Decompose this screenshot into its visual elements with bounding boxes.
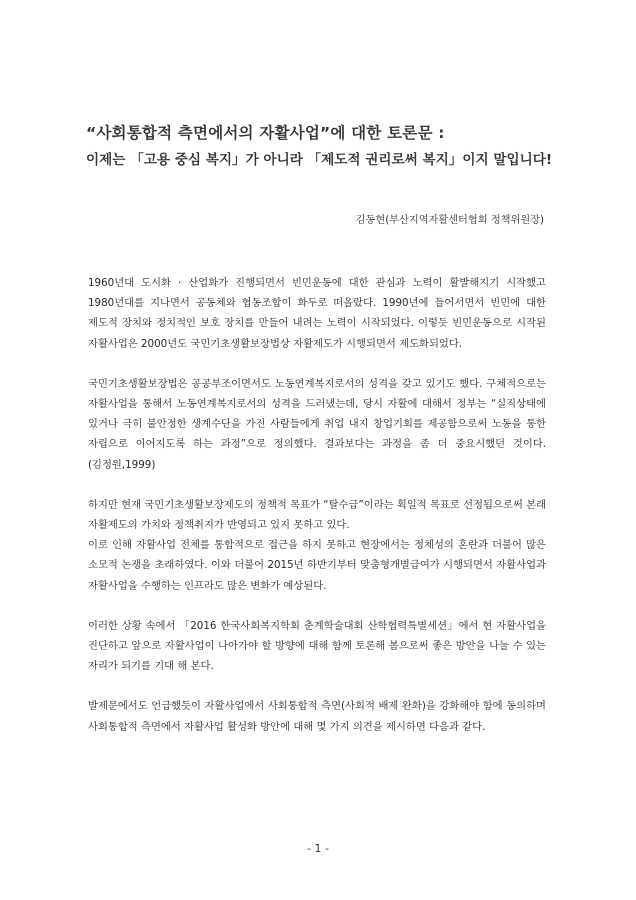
- paragraph-6: 발제문에서도 언급했듯이 자활사업에서 사회통합적 측면(사회적 배제 완화)을 강화해야 함에 동의하며 사회통합적 측면에서 자활사업 활성화 방안에 대해 몇 가지 의견을 제시하면 다음과 같다.: [88, 700, 546, 733]
- page-number: - 1 -: [307, 842, 329, 855]
- paragraph-4: 이로 인해 자활사업 전체를 통합적으로 접근을 하지 못하고 현장에서는 정체성의 혼란과 더불어 많은 소모적 논쟁을 초래하였다. 이와 더불어 2015년 하반기부터 맞춤형개별급여가 시행되면서 자활사업과 자활사업을 수행하는 인프라도 많은 변화가 예상된다.: [88, 539, 546, 592]
- author-line: 김동현(부산지역자활센터협회 정책위원장): [355, 215, 544, 226]
- paragraph-2: 국민기초생활보장법은 공공부조이면서도 노동연계복지로서의 성격을 갖고 있기도 했다. 구체적으로는 자활사업을 통해서 노동연계복지로서의 성격을 드러냈는데, 당시 자활에 대해서 정부는 “실직상태에 있거나 극히 불안정한 생계수단을 가진 사람들에게 취업 내지 창업기회를 제공함으로써 노동을 통한 자립으로 이어지도록 하는 과정”으로 정의했다. 결과보다는 과정을 좀 더 중요시했던 것이다. (김정원,1999): [88, 377, 546, 471]
- paragraph-1: 1960년대 도시화 · 산업화가 진행되면서 빈민운동에 대한 관심과 노력이 활발해지기 시작했고 1980년대를 지나면서 공동체와 협동조합이 화두로 떠올랐다. 1990년에 들어서면서 빈민에 대한 제도적 장치와 정치적인 보호 장치를 만들어 내려는 노력이 시작되었다. 이렇듯 빈민운동으로 시작된 자활사업은 2000년도 국민기초생활보장법상 자활제도가 시행되면서 제도화되었다.: [88, 277, 546, 350]
- document-subtitle: 이제는 「고용 중심 복지」가 아니라 「제도적 권리로써 복지」이지 말입니다!: [86, 152, 553, 168]
- paragraph-5: 이러한 상황 속에서 「2016 한국사회복지학회 춘계학술대회 산학협력특별세션」에서 현 자활사업을 진단하고 앞으로 자활사업이 나아가야 할 방향에 대해 함께 토론해 봄으로써 좋은 방안을 나눌 수 있는 자리가 되기를 기대 해 본다.: [88, 619, 546, 673]
- document-body: [88, 273, 546, 757]
- document-title: “사회통합적 측면에서의 자활사업”에 대한 토론문 :: [86, 124, 445, 142]
- paragraph-3: 하지만 현재 국민기초생활보장제도의 정책적 목표가 “탈수급”이라는 획일적 목표로 선정됨으로써 본래 자활제도의 가치와 정책취지가 반영되고 있지 못하고 있다.: [88, 498, 546, 532]
